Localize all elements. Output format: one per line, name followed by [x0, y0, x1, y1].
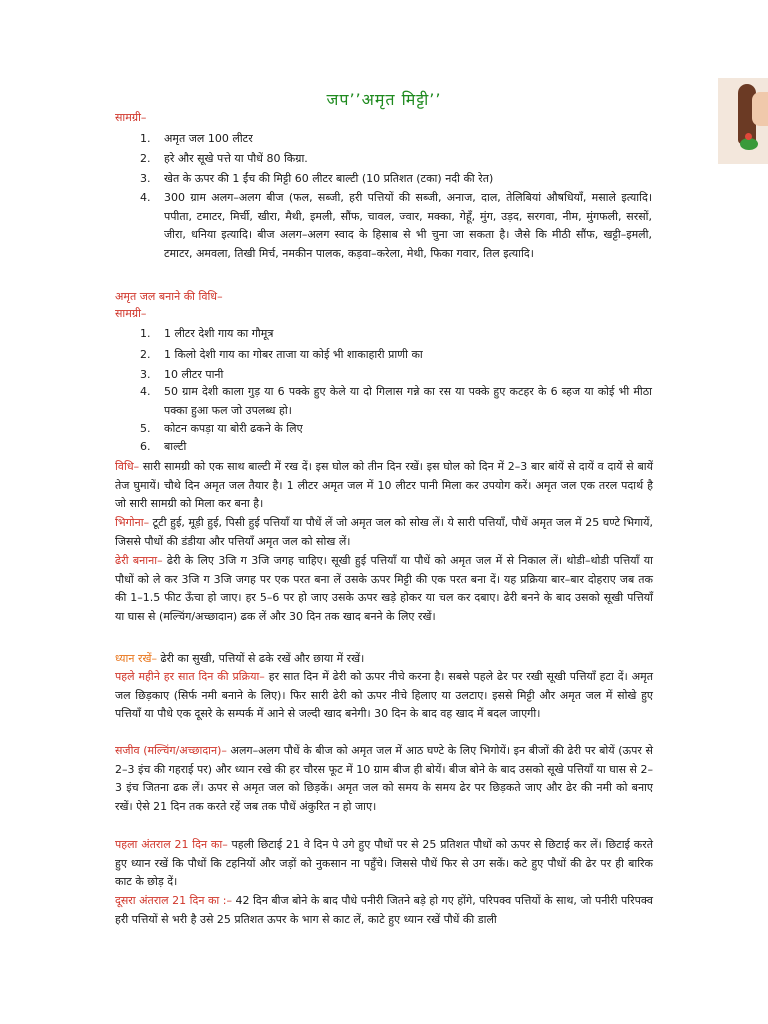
list-item	[140, 189, 652, 263]
list-text: हरे और सूखे पत्ते या पौधें 80 किग्रा.	[164, 152, 308, 165]
list-item	[140, 438, 652, 457]
list-text: खेत के ऊपर की 1 ईंच की मिट्टी 60 लीटर बाल्टी (10 प्रतिशत (टका) नदी की रेत)	[164, 172, 494, 185]
list-item	[140, 130, 652, 149]
paragraph-label: सजीव (मल्चिंग/अच्छादान)–	[115, 744, 227, 757]
paragraph-label: पहले महीने हर सात दिन की प्रक्रिया–	[115, 670, 265, 683]
list-text: 10 लीटर पानी	[164, 368, 224, 381]
list-number: 1.	[140, 132, 151, 145]
list-text: 50 ग्राम देशी काला गुड़ या 6 पक्के हुए केले या दो गिलास गन्ने का रस या पक्के हुए कटहर के 6 ब्हज या कोई भी मीठा पक्का हुआ फल जो उपलब्ध हो।	[164, 385, 652, 417]
paragraph-text: पहली छिटाई 21 वे दिन पे उगे हुए पौधों पर से 25 प्रतिशत पौधों को ऊपर से छिटाई कर लें। छिटाई करते हुए ध्यान रखें कि पौधों कि टहनियों और जड़ों को नुकसान ना पहुँचे। जिससे पौधें फिर से उग सकें। कटे हुए पौधों की ढेर पर ही बारिक काट के छोड़ दें।	[115, 838, 653, 888]
list-number: 2.	[140, 348, 151, 361]
paragraph-text: टूटी हुई, मूड़ी हुई, पिसी हुई पत्तियाँ या पौधें लें जो अमृत जल को सोख लें। ये सारी पत्तियाँ, पौधें अमृत जल में 25 घण्टे भिगायें, जिससे पौधों की डंडीया और पत्तियाँ अमृत जल को सोख लें।	[115, 516, 653, 548]
paragraph-label: विधि–	[115, 460, 140, 473]
list-text: 1 किलो देशी गाय का गोबर ताजा या कोई भी शाकाहारी प्राणी का	[164, 348, 423, 361]
list-text: 1 लीटर देशी गाय का गौमूत्र	[164, 327, 274, 340]
list-number: 4.	[140, 191, 151, 204]
paragraph-label: ध्यान रखें–	[115, 652, 157, 665]
list-number: 3.	[140, 368, 151, 381]
paragraph-first-month	[115, 668, 653, 724]
paragraph-soaking	[115, 514, 653, 551]
list-number: 2.	[140, 152, 151, 165]
list-text: अमृत जल 100 लीटर	[164, 132, 253, 145]
paragraph-label: भिगोना–	[115, 516, 150, 529]
list-number: 3.	[140, 172, 151, 185]
paragraph-label: ढेरी बनाना–	[115, 554, 163, 567]
list-number: 1.	[140, 327, 151, 340]
list-item	[140, 325, 652, 344]
decorative-thumbnail	[718, 78, 768, 164]
paragraph-text: हर सात दिन में ढेरी को ऊपर नीचे करना है। सबसे पहले ढेर पर रखी सूखी पत्तियाँ हटा दें। अमृत जल छिड़काए (सिर्फ नमी बनाने के लिए)। फिर सारी ढेरी को ऊपर नीचे हिलाए या उलटाए। इससे मिट्टी और अमृत जल में सोखे हुए पत्तियाँ या पौधे एक दूसरे के सम्पर्क में आने से जल्दी खाद बनेगी। 30 दिन के बाद वह खाद में बदल जाएगी।	[115, 670, 653, 720]
paragraph-second-interval	[115, 892, 653, 929]
paragraph-label: पहला अंतराल 21 दिन का–	[115, 838, 228, 851]
section2-heading: अमृत जल बनाने की विधि–	[115, 290, 223, 303]
list-item	[140, 150, 652, 169]
list-number: 4.	[140, 385, 151, 398]
paragraph-text: अलग–अलग पौधें के बीज को अमृत जल में आठ घण्टे के लिए भिगोयें। इन बीजों की ढेरी पर बोयें (ऊपर से 2–3 इंच की गहराई पर) और ध्यान रखे की हर चौरस फूट में 10 ग्राम बीज ही बोयें। बीज बोने के बाद उसको सूखे पत्तियाँ या घास से 2–3 इंच जितना ढक लें। ऊपर से अमृत जल को छिड़कें। अमृत जल को समय के समय ढेर पर छिड़कते जाए और ढेर की नमी को बनाए रखें। ऐसे 21 दिन तक करते रहें जब तक पौधें अंकुरित न हो जाए।	[115, 744, 653, 813]
document-title: जप’’अमृत मिट्टी’’	[326, 90, 442, 109]
paragraph-label: दूसरा अंतराल 21 दिन का :–	[115, 894, 232, 907]
list-text: 300 ग्राम अलग–अलग बीज (फल, सब्जी, हरी पत्तियों की सब्जी, अनाज, दाल, तेलिबियां औषधियाँ, मसाले इत्यादि। पपीता, टमाटर, मिर्ची, खीरा, मैथी, इमली, सौंफ, चावल, ज्वार, मक्का, गेहूँ, मुंग, उड़द, सरगवा, नीम, मुंगफली, सरसों, जीरा, धनिया इत्यादि। बीज अलग–अलग स्वाद के हिसाब से भी चुना जा सकता है। जैसे कि मीठी सौंफ, खट्टी–इमली, टमाटर, अमवला, तिखी मिर्च, नमकीन पालक, कड़वा–करेला, मेथी, फिका गवार, तिल इत्यादि।	[164, 191, 652, 260]
paragraph-text: ढेरी का सुखी, पत्तियों से ढके रखें और छाया में रखें।	[156, 652, 365, 665]
paragraph-method	[115, 458, 653, 514]
paragraph-care	[115, 650, 653, 669]
list-number: 5.	[140, 422, 151, 435]
list-item	[140, 366, 652, 385]
paragraph-first-interval	[115, 836, 653, 892]
list-text: बाल्टी	[164, 440, 187, 453]
paragraph-text: ढेरी के लिए 3जि ग 3जि जगह चाहिए। सूखी हुई पत्तियाँ या पौधें को अमृत जल में से निकाल लें। थोडी–थोडी पत्तियाँ या पौधों को ले कर 3जि ग 3जि जगह पर एक परत बना लें उसके ऊपर मिट्टी की एक परत बना दें। यह प्रक्रिया बार–बार दोहराए जब तक की 1–1.5 फीट ऊँचा हो जाए। हर 5–6 पर हो जाए उसके ऊपर खड़े होकर या चल कर दबाए। ढेरी बनने के बाद उसको सूखी पत्तियाँ या घास से (मल्चिंग/अच्छादान) ढक लें और 30 दिन तक खाद बनने के लिए रखें।	[115, 554, 653, 623]
list-item	[140, 420, 652, 439]
list-text: कोटन कपड़ा या बोरी ढकने के लिए	[164, 422, 303, 435]
section1-heading: सामग्री–	[115, 111, 147, 124]
paragraph-text: 42 दिन बीज बोने के बाद पौधे पनीरी जितने बड़े हो गए होंगे, परिपक्व पत्तियों के साथ, जो पनीरी परिपक्व हरी पत्तियों से भरी है उसे 25 प्रतिशत ऊपर के भाग से काट लें, काटे हुए ध्यान रखें पौधें की डाली	[115, 894, 653, 926]
paragraph-heap	[115, 552, 653, 626]
list-item	[140, 383, 652, 420]
paragraph-text: सारी सामग्री को एक साथ बाल्टी में रख दें। इस घोल को तीन दिन रखें। इस घोल को दिन में 2–3 बार बांयें से दायें व दायें से बायें तेज घुमायें। चौथे दिन अमृत जल तैयार है। 1 लीटर अमृत जल में 10 लीटर पानी मिला कर उपयोग करें। अमृत जल एक तरल पदार्थ है जो सारी सामग्री को मिला कर बना है।	[115, 460, 653, 510]
paragraph-mulching	[115, 742, 653, 816]
list-item	[140, 346, 652, 365]
section2-subheading: सामग्री–	[115, 307, 147, 320]
list-item	[140, 170, 652, 189]
list-number: 6.	[140, 440, 151, 453]
